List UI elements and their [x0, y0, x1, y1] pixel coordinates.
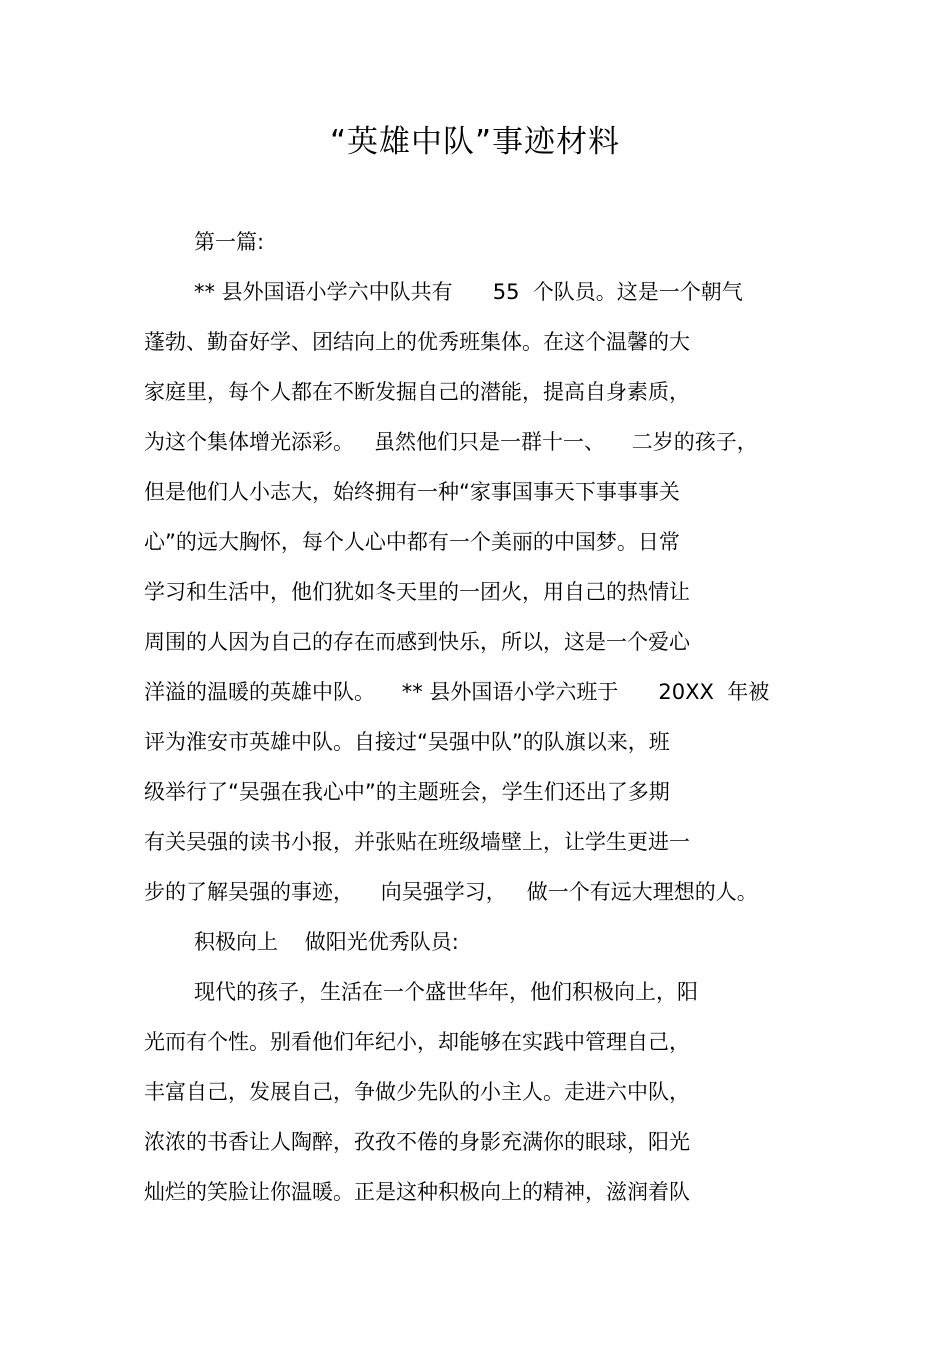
paragraph-line: 周围的人因为自己的存在而感到快乐，所以，这是一个爱心: [144, 630, 690, 654]
paragraph-line: 蓬勃、勤奋好学、团结向上的优秀班集体。在这个温馨的大: [144, 330, 690, 354]
paragraph-line: 现代的孩子，生活在一个盛世华年，他们积极向上，阳: [194, 980, 698, 1004]
paragraph-line: 但是他们人小志大，始终拥有一种“家事国事天下事事事关: [144, 480, 680, 504]
paragraph-line: 光而有个性。别看他们年纪小，却能够在实践中管理自己，: [144, 1030, 690, 1054]
section-heading: 第一篇:: [194, 230, 265, 254]
section-heading: 积极向上 做阳光优秀队员:: [194, 930, 459, 954]
paragraph-line: 学习和生活中，他们犹如冬天里的一团火，用自己的热情让: [144, 580, 690, 604]
paragraph-line: 丰富自己，发展自己，争做少先队的小主人。走进六中队，: [144, 1080, 690, 1104]
paragraph-line: 家庭里，每个人都在不断发掘自己的潜能，提高自身素质，: [144, 380, 690, 404]
paragraph-line: 有关吴强的读书小报，并张贴在班级墙壁上，让学生更进一: [144, 830, 690, 854]
paragraph-line: 级举行了“吴强在我心中”的主题班会，学生们还出了多期: [144, 780, 670, 804]
paragraph-line: 洋溢的温暖的英雄中队。 ** 县外国语小学六班于 20XX 年被: [144, 680, 770, 704]
paragraph-line: 为这个集体增光添彩。 虽然他们只是一群十一、 二岁的孩子，: [144, 430, 758, 454]
paragraph-line: 浓浓的书香让人陶醉，孜孜不倦的身影充满你的眼球，阳光: [144, 1130, 690, 1154]
paragraph-line: 步的了解吴强的事迹， 向吴强学习， 做一个有远大理想的人。: [144, 880, 758, 904]
paragraph-line: 评为淮安市英雄中队。自接过“吴强中队”的队旗以来，班: [144, 730, 670, 754]
document-title: “英雄中队”事迹材料: [329, 124, 621, 160]
paragraph-line: ** 县外国语小学六中队共有 55 个队员。这是一个朝气: [194, 280, 743, 304]
paragraph-line: 灿烂的笑脸让你温暖。正是这种积极向上的精神，滋润着队: [144, 1180, 690, 1204]
paragraph-line: 心”的远大胸怀，每个人心中都有一个美丽的中国梦。日常: [144, 530, 680, 554]
